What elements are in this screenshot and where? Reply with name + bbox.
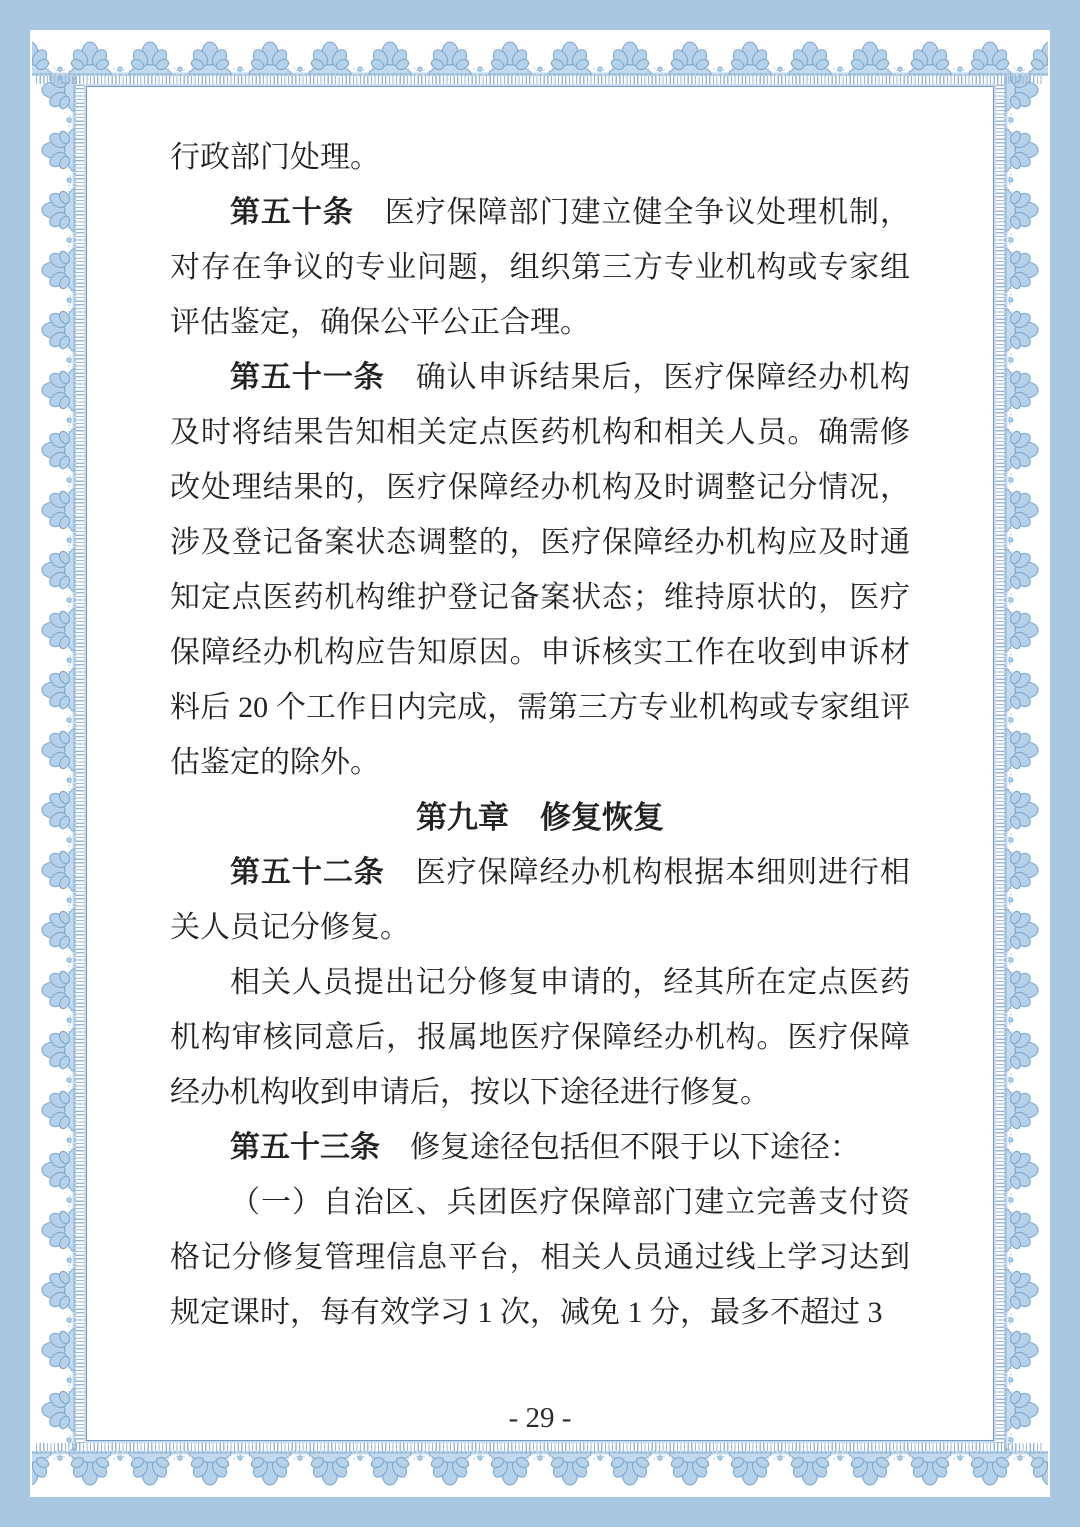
tick-rule-right: [996, 84, 1004, 1443]
paragraph-article-53: [170, 1120, 910, 1175]
article-label: 第五十一条: [230, 361, 385, 394]
document-body: [170, 130, 910, 1340]
paragraph-item-one: [170, 1175, 910, 1340]
paragraph-repair-application: [170, 955, 910, 1120]
page-number: - 29 -: [508, 1402, 572, 1434]
article-label: 第五十三条: [230, 1131, 380, 1164]
tick-rule-bottom: [36, 1443, 1044, 1451]
paragraph-article-50: [170, 185, 910, 350]
paragraph-text: 修复途径包括但不限于以下途径：: [410, 1131, 860, 1164]
paragraph-text: 相关人员提出记分修复申请的，经其所在定点医药机构审核同意后，报属地医疗保障经办机构。医疗保障经办机构收到申请后，按以下途径进行修复。: [170, 966, 910, 1109]
article-label: 第五十二条: [230, 856, 385, 889]
paragraph-article-52: [170, 845, 910, 955]
article-label: 第五十条: [230, 196, 354, 229]
tick-rule-left: [76, 84, 84, 1443]
paragraph-text: 行政部门处理。: [170, 141, 380, 174]
tick-rule-top: [36, 76, 1044, 84]
paragraph-article-51: [170, 350, 910, 790]
paragraph-text: 医疗保障部门建立健全争议处理机制，对存在争议的专业问题，组织第三方专业机构或专家组评估鉴定，确保公平公正合理。: [170, 196, 911, 339]
paragraph-text: 医疗保障经办机构根据本细则进行相关人员记分修复。: [170, 856, 911, 944]
paragraph-continuation: [170, 130, 910, 185]
paragraph-text: 确认申诉结果后，医疗保障经办机构及时将结果告知相关定点医药机构和相关人员。确需修改处理结果的，医疗保障经办机构及时调整记分情况，涉及登记备案状态调整的，医疗保障经办机构应及时通知定点医药机构维护登记备案状态；维持原状的，医疗保障经办机构应告知原因。申诉核实工作在收到申诉材料后 20 个工作日内完成，需第三方专业机构或专家组评估鉴定的除外。: [170, 361, 911, 779]
chapter-heading: 第九章 修复恢复: [416, 800, 664, 835]
paragraph-text: （一）自治区、兵团医疗保障部门建立完善支付资格记分修复管理信息平台，相关人员通过线上学习达到规定课时，每有效学习 1 次，减免 1 分，最多不超过 3: [170, 1186, 910, 1329]
